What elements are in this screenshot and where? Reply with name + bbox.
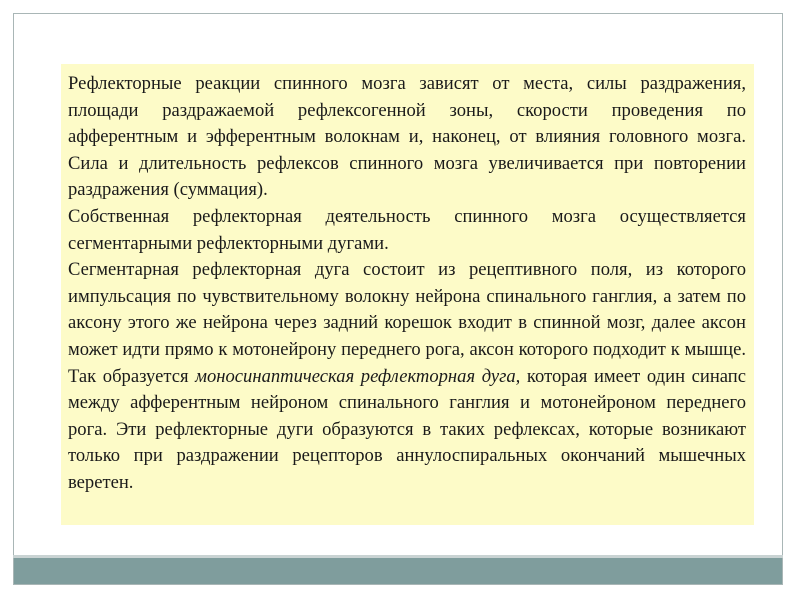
reflex-arc-text-start: Сегментарная рефлекторная дуга состоит из рецептивного поля, из которого импульсация по чувствительному волокну нейрона спинального ганглия, а затем по аксону этого же нейрона через задний корешок входит в спинной мозг, далее аксон может идти прямо к мотонейрону переднего рога, аксон которого подходит к мышце. Так образуется [68, 259, 746, 387]
monosynaptic-arc-term: моносинаптическая рефлекторная дуга, [195, 365, 521, 387]
reflex-arc-text-end: которая имеет один синапс между афферентным нейроном спинального ганглия и мотонейроном переднего рога. Эти рефлекторные дуги образуются в таких рефлексах, которые возникают только при раздражении рецепторов аннулоспиральных окончаний мышечных веретен. [68, 365, 747, 493]
footer-band [13, 558, 783, 585]
text-box [61, 64, 754, 525]
paragraph-reflex-arc [68, 257, 746, 496]
paragraph-reflex-reactions: Рефлекторные реакции спинного мозга зависят от места, силы раздражения, площади раздражаемой рефлексогенной зоны, скорости проведения по афферентным и эфферентным волокнам и, наконец, от влияния головного мозга. Сила и длительность рефлексов спинного мозга увеличивается при повторении раздражения (суммация). [68, 73, 746, 201]
paragraph-segmental-activity: Собственная рефлекторная деятельность спинного мозга осуществляется сегментарными рефлекторными дугами. [68, 205, 746, 254]
